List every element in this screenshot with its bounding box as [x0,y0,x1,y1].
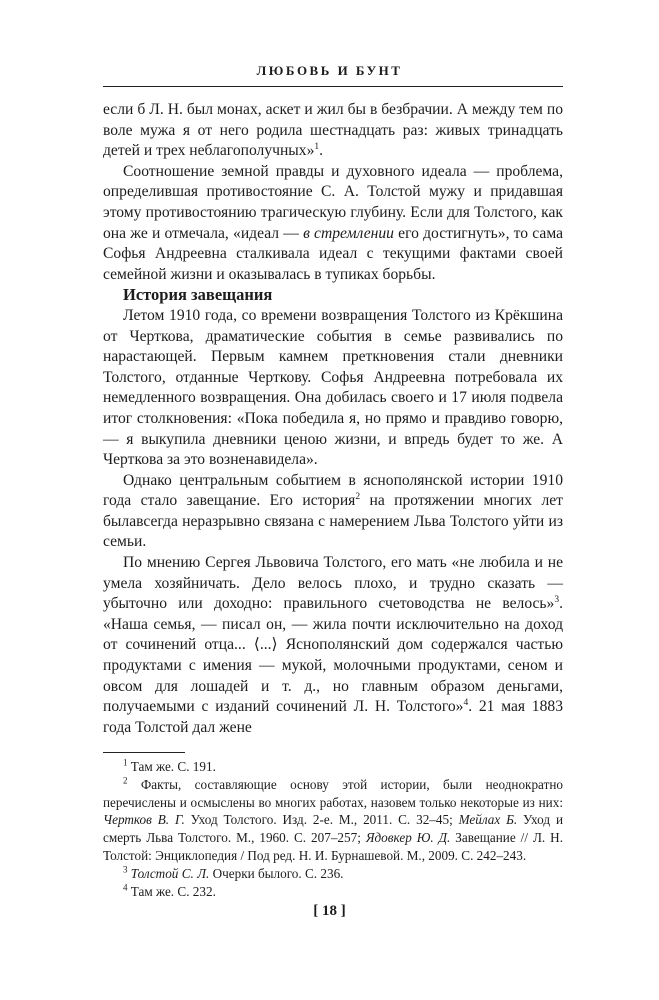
paragraph-2 [103,162,563,286]
paragraph-5 [103,553,563,738]
page-number: [ 18 ] [313,903,346,919]
section-heading: История завещания [123,285,273,305]
paragraph-5-a: По мнению Сергея Львовича Толстого, его мать «не любила и не умела хозяйничать. Дело велось плохо, и трудно сказать — убыточно или доходно: правильного счетоводства не велось» [103,554,563,613]
footnote-ref-1: 1 [314,142,320,152]
footnote-2-b: Уход Толстого. Изд. 2-е. М., 2011. С. 32–45; [184,812,459,828]
footnote-2-c: Уход и смерть Льва Толстого. М., 1960. С. 207–257; [103,812,564,846]
footnote-2-a: Факты, составляющие основу этой истории, были неоднократно перечислены и осмыслены во многих работах, назовем только некоторые из них: [103,776,563,810]
footnote-3-text: Очерки былого. С. 236. [209,865,344,881]
footnote-4-number: 4 [123,882,128,893]
footnote-3-number: 3 [123,864,128,875]
footnote-rule [103,752,185,753]
paragraph-2-italic: в стремлении [303,224,394,242]
footnotes [103,758,563,900]
footnote-2 [103,776,563,865]
running-head: ЛЮБОВЬ И БУНТ [256,63,403,78]
paragraph-4-after: на протяжении многих лет былавсегда неразрывно связана с намерением Льва Толстого уйти из семьи. [103,492,563,551]
paragraph-3: Летом 1910 года, со времени возвращения Толстого из Крёкшина от Черткова, драматические события в семье развивались по нарастающей. Первым камнем преткновения стали дневники Толстого, отданные Черткову. Софья Андреевна потребовала их немедленного возвращения. Она добилась своего и 17 июля подвела итог столкновения: «Пока победила я, но прямо и правдиво говорю, — я выкупила дневники ценою жизни, и впредь будет то же. А Черткова за это возненавидела». [103,306,563,469]
footnote-3 [103,865,563,883]
footnote-2-author-2: Мейлах Б. [458,812,518,828]
paragraph-4-before: Однако центральным событием в яснополянской истории 1910 года стало завещание. Его история [103,471,563,510]
footnote-2-author-1: Чертков В. Г. [103,812,185,828]
paragraph-1 [103,100,563,162]
footnote-2-d: Завещание // Л. Н. Толстой: Энциклопедия / Под ред. Н. И. Бурнашевой. М., 2009. С. 242–243. [103,830,563,863]
footnote-ref-2: 2 [355,492,361,503]
paragraph-2-before: Соотношение земной правды и духовного идеала — проблема, определившая противостояние С. А. Толстой мужу и придавшая этому противостоянию трагическую глубину. Если для Толстого, как она же и отмечала, «идеал — [103,162,563,242]
footnote-4-text: Там же. С. 232. [130,883,216,899]
footnote-2-number: 2 [123,775,128,786]
paragraph-5-b: . «Наша семья, — писал он, — жила почти исключительно на доход от сочинений отца... ⟨...⟩ Яснополянский дом содержался частью продуктами с имения — мукой, молочными продуктами, сеном и овсом для лошадей и т. д., но главным образом деньгами, получаемыми с изданий сочинений Л. Н. Толстого» [103,595,563,716]
footnote-1-text: Там же. С. 191. [130,759,216,774]
footnote-2-author-3: Ядовкер Ю. Д. [365,830,451,846]
footnote-ref-4: 4 [463,698,469,709]
paragraph-4 [103,471,563,553]
paragraph-1-text: если б Л. Н. был монах, аскет и жил бы в безбрачии. А между тем по воле мужа я от него родила шестнадцать раз: живых тринадцать детей и трех неблагополучных» [103,101,563,160]
footnote-1 [103,758,563,776]
main-text [103,100,563,738]
paragraph-5-c: . 21 мая 1883 года Толстой дал жене [103,698,563,736]
paragraph-1-tail: . [319,142,324,160]
footnote-4 [103,883,563,901]
paragraph-2-after: его достигнуть», то сама Софья Андреевна сталкивала идеал с текущими фактами своей семейной жизни и оказывалась в тупиках борьбы. [103,224,564,283]
header-rule [103,86,563,87]
footnote-3-author: Толстой С. Л. [130,865,210,881]
footnote-ref-3: 3 [554,595,560,606]
footnote-1-number: 1 [123,757,128,768]
